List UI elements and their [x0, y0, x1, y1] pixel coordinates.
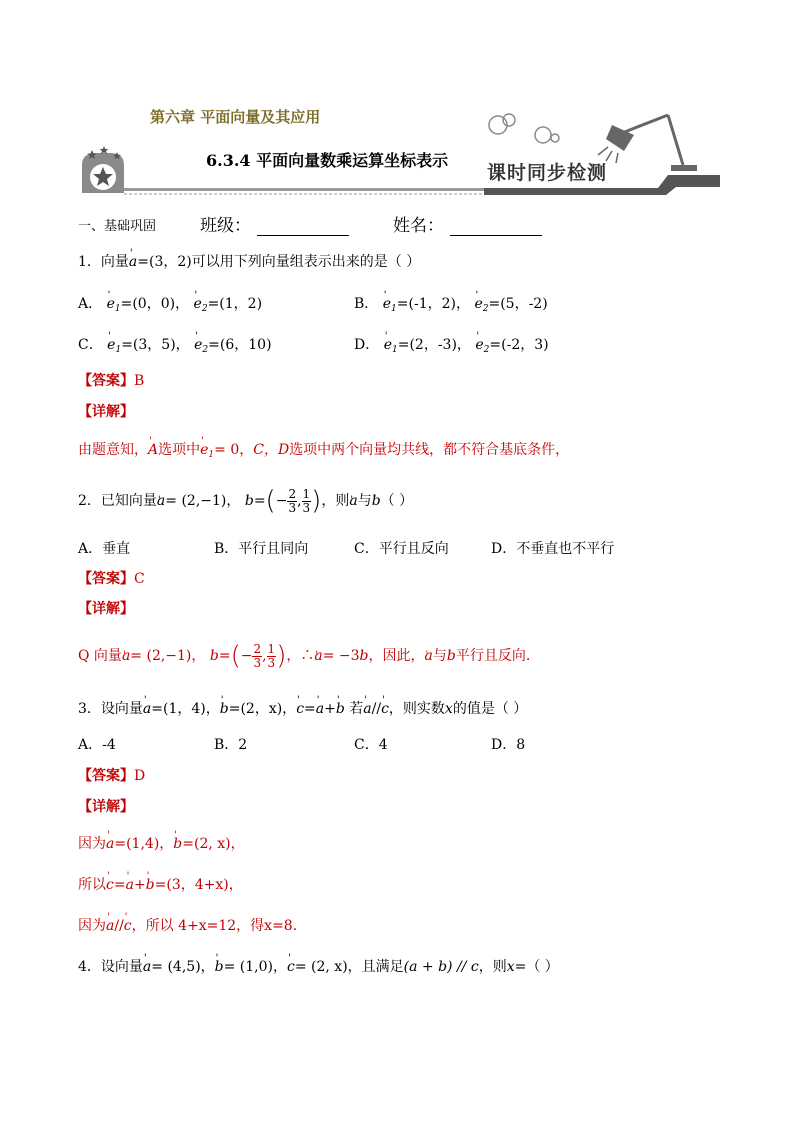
vector-c: ' c	[296, 701, 304, 717]
q3-answer	[78, 767, 145, 785]
answer-value: D	[134, 768, 146, 784]
vector-e1: ' $e_1$	[384, 337, 398, 353]
right-paren: )	[311, 486, 322, 516]
q2-option-d[interactable]: D．不垂直也不平行	[491, 541, 615, 557]
q1-detail: 由题意知，' A选项中' $e_1= 0$，C，D选项中两个向量均共线，都不符合基底条件，	[78, 441, 569, 464]
q3-detail-line-2: 所以' c=' a+' b=(3，4+x)，	[78, 876, 243, 894]
vector-a: ' a	[314, 648, 322, 664]
q1-option-a[interactable]: A． ' $e_1=(0$，0)， ' $e_2=(1$，2)	[78, 295, 262, 318]
q4-stem: 4．设向量' a= (4,5)，' b= (1,0)，' c= (2, x)，且满足(a + b) // c，则x=（ ）	[78, 958, 559, 976]
vector-b: ' b	[220, 701, 229, 717]
vector-e2: ' $e_2$	[194, 296, 208, 312]
q1-detail-label: 【详解】	[78, 404, 134, 420]
vector-e1: ' $e_1$	[383, 296, 397, 312]
condition: (a + b) // c	[403, 959, 479, 975]
answer-label: 【答案】	[78, 768, 134, 784]
q3-stem: 3．设向量' a=(1，4)，' b=(2，x)，' c=' a+' b 若' a//' c，则实数x的值是（ ）	[78, 700, 527, 718]
section-title: 6.3.4 平面向量数乘运算坐标表示	[206, 151, 449, 170]
fraction: $\frac{2}{3}$	[288, 486, 297, 515]
q2-option-b[interactable]: B．平行且同向	[214, 541, 309, 557]
answer-label: 【答案】	[78, 373, 134, 389]
q2-detail: Q 向量' a= (2,−1)， ' b=(− $\frac{2}{3}$ , $\frac{1}{3}$ )，∴' a= −3' b，因此，' a与' b平行且反向.	[78, 639, 530, 673]
q3-detail-line-1: 因为' a=(1,4)，' b=(2, x)，	[78, 835, 245, 853]
q2-option-c[interactable]: C．平行且反向	[354, 541, 449, 557]
vector-a: ' a	[122, 648, 130, 664]
fraction: $\frac{2}{3}$	[253, 641, 262, 670]
vector-a: ' a	[129, 254, 137, 270]
vector-b: ' b	[215, 959, 224, 975]
left-paren: (	[265, 486, 276, 516]
class-label: 班级：	[200, 216, 251, 236]
banner-text: 课时同步检测	[487, 162, 608, 184]
vector-c: ' c	[381, 701, 389, 717]
q2-stem: 2．已知向量' a= (2,−1)， ' b=(− $\frac{2}{3}$ , $\frac{1}{3}$ )，则' a与' b（ ）	[78, 484, 413, 518]
q3-option-b[interactable]: B．2	[214, 737, 248, 753]
vector-b: ' b	[173, 836, 182, 852]
right-paren: )	[276, 641, 287, 671]
vector-c: ' c	[124, 918, 132, 934]
vector-a: ' a	[143, 701, 151, 717]
vector-a: ' a	[143, 959, 151, 975]
class-blank[interactable]	[257, 219, 349, 236]
vector-b: ' b	[146, 877, 155, 893]
vector-b: ' b	[447, 648, 456, 664]
vector-a: ' a	[316, 701, 324, 717]
q1-stem: 1．向量' a=(3，2)可以用下列向量组表示出来的是（ ）	[78, 253, 420, 271]
name-blank[interactable]	[450, 219, 542, 236]
q3-option-c[interactable]: C．4	[354, 737, 388, 753]
q2-detail-label: 【详解】	[78, 601, 134, 617]
vector-a: ' a	[425, 648, 433, 664]
q1-option-d[interactable]: D． ' $e_1=(2$，-3)， ' $e_2=(-2$，3)	[354, 336, 549, 359]
answer-value: B	[134, 373, 145, 389]
q1-option-b[interactable]: B． ' $e_1=(-1$，2)， ' $e_2=(5$，-2)	[354, 295, 548, 318]
q3-option-a[interactable]: A．-4	[78, 737, 116, 753]
vector-e1: ' $e_1$	[107, 296, 121, 312]
q2-option-a[interactable]: A．垂直	[78, 541, 131, 557]
vector-e1: ' $e_1$	[107, 337, 121, 353]
vector-e2: ' $e_2$	[194, 337, 208, 353]
vector-e1: ' $e_1$	[200, 442, 214, 458]
q3-detail-line-3: 因为' a//' c，所以 4+x=12，得x=8.	[78, 917, 297, 935]
fraction: $\frac{1}{3}$	[267, 641, 276, 670]
class-field[interactable]	[200, 211, 349, 236]
q1-answer	[78, 372, 144, 390]
q3-option-d[interactable]: D．8	[491, 737, 526, 753]
vector-b: ' b	[372, 493, 381, 509]
q2-answer	[78, 570, 145, 588]
vector-b: ' b	[360, 648, 369, 664]
vector-a: ' a	[363, 701, 371, 717]
q3-detail-label: 【详解】	[78, 799, 134, 815]
vector-a: ' a	[126, 877, 134, 893]
vector-e2: ' $e_2$	[474, 296, 488, 312]
section-label: 一、基础巩固	[78, 219, 157, 234]
answer-label: 【答案】	[78, 571, 134, 587]
vector-c: ' c	[287, 959, 295, 975]
answer-value: C	[134, 571, 145, 587]
left-paren: (	[230, 641, 241, 671]
vector-b: ' b	[210, 648, 219, 664]
name-field[interactable]	[393, 211, 542, 236]
vector-c: ' c	[106, 877, 114, 893]
vector-a: ' a	[157, 493, 165, 509]
q1-option-c[interactable]: C． ' $e_1=(3$，5)， ' $e_2=(6$，10)	[78, 336, 272, 359]
vector-a: ' a	[349, 493, 357, 509]
vector-b: ' b	[245, 493, 254, 509]
vector-a: ' a	[106, 918, 114, 934]
fraction: $\frac{1}{3}$	[302, 486, 311, 515]
vector-a: ' a	[106, 836, 114, 852]
name-label: 姓名：	[393, 216, 444, 236]
vector-e2: ' $e_2$	[475, 337, 489, 353]
vector-b: ' b	[336, 701, 345, 717]
chapter-title: 第六章 平面向量及其应用	[150, 108, 321, 126]
